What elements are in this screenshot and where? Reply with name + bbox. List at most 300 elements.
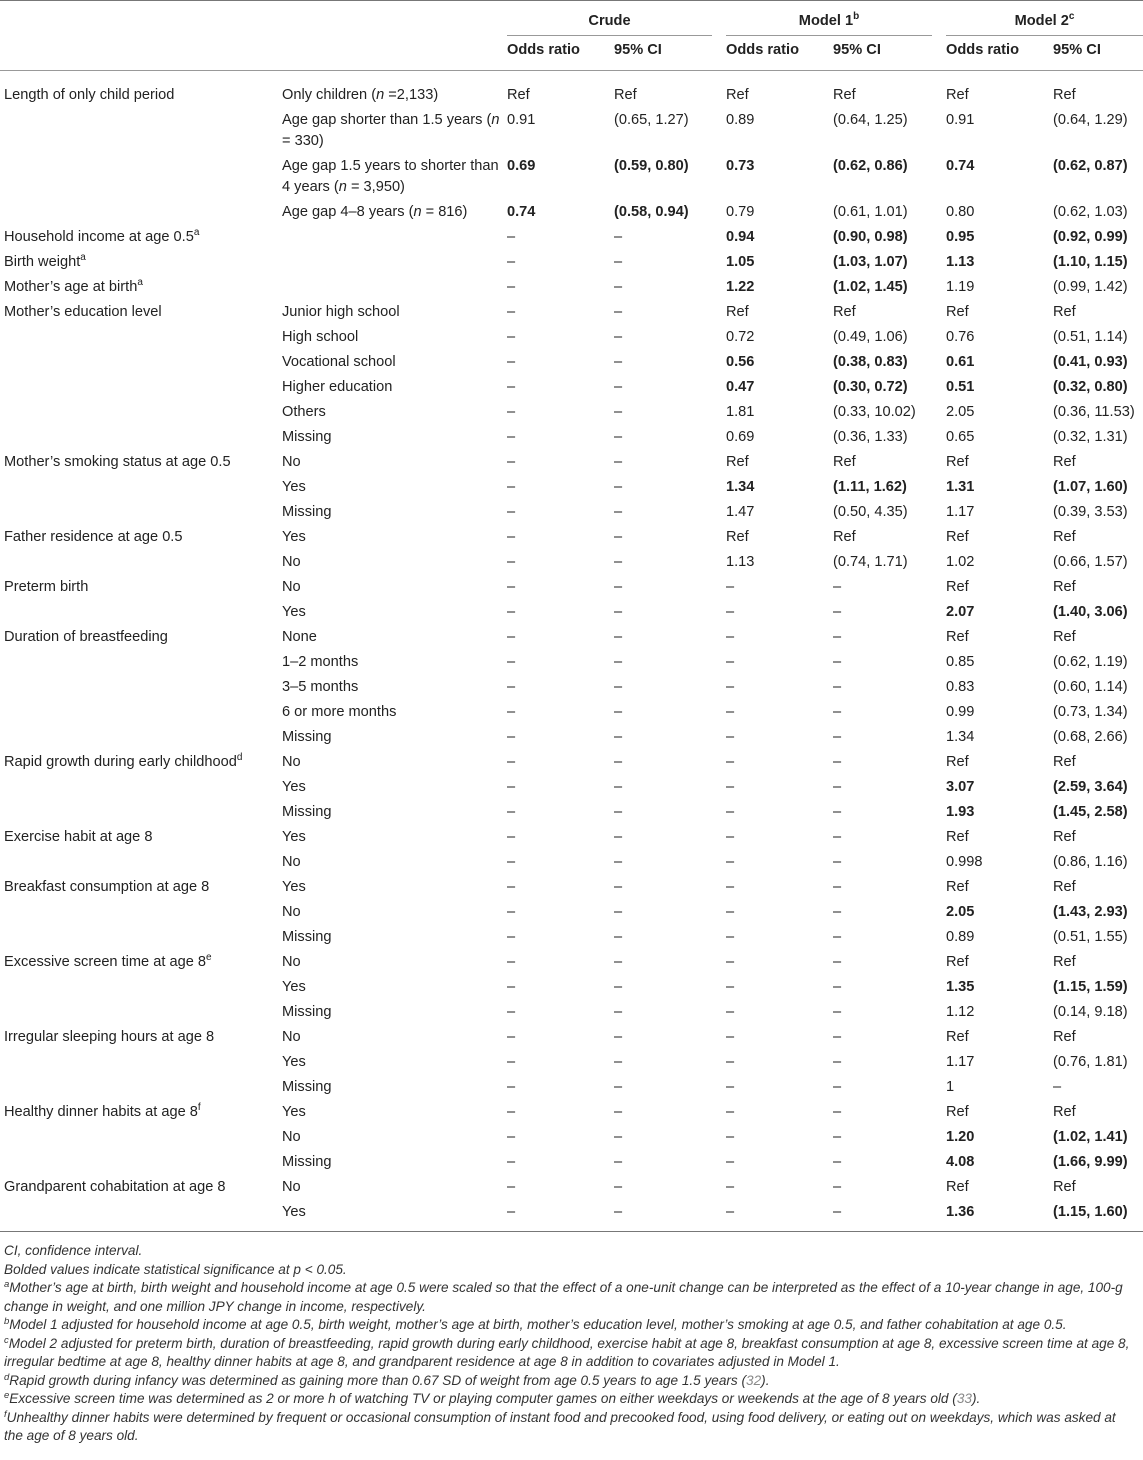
- odds-ratio-cell: Ref: [946, 304, 969, 320]
- variable-label: [0, 702, 278, 727]
- table-row: [0, 427, 1143, 452]
- odds-ratio-cell: –: [726, 1029, 735, 1045]
- variable-label: Grandparent cohabitation at age 8: [4, 1179, 226, 1195]
- odds-ratio-cell: 1.12: [946, 1004, 975, 1020]
- odds-ratio-cell: Ref: [946, 1179, 969, 1195]
- variable-label: [0, 202, 278, 227]
- variable-label: Duration of breastfeeding: [4, 629, 168, 645]
- table-row: [0, 202, 1143, 227]
- ci-cell: (0.76, 1.81): [1053, 1054, 1128, 1070]
- ci-cell: –: [833, 879, 842, 895]
- odds-ratio-cell: 0.61: [946, 354, 975, 370]
- odds-ratio-cell: 0.79: [726, 204, 755, 220]
- variable-label: [0, 402, 278, 427]
- ci-cell: (0.64, 1.25): [833, 112, 908, 128]
- odds-ratio-cell: 4.08: [946, 1154, 975, 1170]
- ci-cell: –: [614, 1104, 623, 1120]
- table-row: [0, 502, 1143, 527]
- odds-ratio-cell: –: [507, 579, 516, 595]
- odds-ratio-cell: 1.81: [726, 404, 755, 420]
- category-label: Yes: [282, 604, 306, 620]
- ci-cell: (0.65, 1.27): [614, 112, 689, 128]
- odds-ratio-cell: 1.13: [946, 254, 975, 270]
- ci-cell: –: [614, 629, 623, 645]
- table-row: [0, 1202, 1143, 1227]
- odds-ratio-cell: 0.74: [946, 158, 975, 174]
- odds-ratio-cell: 1.31: [946, 479, 975, 495]
- ci-cell: –: [833, 679, 842, 695]
- ci-cell: –: [833, 1029, 842, 1045]
- ci-cell: Ref: [1053, 1104, 1076, 1120]
- ci-cell: –: [833, 1129, 842, 1145]
- odds-ratio-cell: –: [726, 729, 735, 745]
- ci-cell: (0.74, 1.71): [833, 554, 908, 570]
- ci-cell: –: [833, 979, 842, 995]
- ci-cell: (0.62, 0.87): [1053, 158, 1128, 174]
- ci-cell: (0.68, 2.66): [1053, 729, 1128, 745]
- ci-cell: (1.43, 2.93): [1053, 904, 1128, 920]
- group-label: Model 1: [798, 13, 854, 29]
- odds-ratio-cell: –: [507, 529, 516, 545]
- ci-cell: (0.90, 0.98): [833, 229, 908, 245]
- odds-ratio-cell: 0.91: [946, 112, 975, 128]
- odds-ratio-cell: 0.65: [946, 429, 975, 445]
- ci-cell: –: [614, 904, 623, 920]
- category-label: [278, 227, 503, 252]
- odds-ratio-cell: –: [507, 729, 516, 745]
- category-label: Vocational school: [282, 354, 396, 370]
- category-label: Age gap shorter than 1.5 years (n = 330): [282, 112, 500, 149]
- ci-cell: –: [614, 979, 623, 995]
- footnote-f: $^f$Unhealthy dinner habits were determined by frequent or occasional consumption of instant food and precooked food, using food delivery, or eating out on weekdays, which was asked at the age of 8 years old.: [4, 1408, 1116, 1443]
- ci-cell: –: [614, 454, 623, 470]
- variable-label: Exercise habit at age 8: [4, 829, 153, 845]
- ci-cell: (0.36, 1.33): [833, 429, 908, 445]
- table-row: [0, 852, 1143, 877]
- odds-ratio-cell: 0.91: [507, 112, 536, 128]
- ci-cell: –: [833, 1179, 842, 1195]
- category-label: No: [282, 754, 301, 770]
- category-label: No: [282, 1029, 301, 1045]
- ci-cell: Ref: [1053, 454, 1076, 470]
- ci-cell: –: [614, 729, 623, 745]
- ci-cell: (0.14, 9.18): [1053, 1004, 1128, 1020]
- group-label: Model 2: [1014, 13, 1069, 29]
- category-label: Yes: [282, 529, 306, 545]
- table-row: [0, 627, 1143, 652]
- odds-ratio-cell: –: [726, 1129, 735, 1145]
- ci-cell: –: [614, 604, 623, 620]
- ci-cell: –: [614, 354, 623, 370]
- header-group-crude: [503, 1, 722, 36]
- ci-cell: (1.07, 1.60): [1053, 479, 1128, 495]
- odds-ratio-cell: –: [726, 1079, 735, 1095]
- odds-ratio-cell: –: [507, 1104, 516, 1120]
- ci-cell: –: [833, 1204, 842, 1220]
- table-row: [0, 902, 1143, 927]
- table-row: [0, 1002, 1143, 1027]
- ci-cell: (0.86, 1.16): [1053, 854, 1128, 870]
- odds-ratio-cell: –: [507, 379, 516, 395]
- category-label: No: [282, 954, 301, 970]
- category-label: Yes: [282, 829, 306, 845]
- category-label: Yes: [282, 979, 306, 995]
- odds-ratio-cell: 1.20: [946, 1129, 975, 1145]
- odds-ratio-cell: 0.72: [726, 329, 755, 345]
- ci-cell: Ref: [833, 529, 856, 545]
- odds-ratio-cell: –: [726, 1154, 735, 1170]
- variable-label: [0, 427, 278, 452]
- odds-ratio-cell: –: [726, 779, 735, 795]
- ci-cell: (1.03, 1.07): [833, 254, 908, 270]
- ci-cell: (1.11, 1.62): [833, 479, 907, 495]
- odds-ratio-cell: 1.36: [946, 1204, 975, 1220]
- table-row: [0, 1177, 1143, 1202]
- variable-label: [0, 652, 278, 677]
- header-blank: [278, 1, 503, 36]
- ci-cell: Ref: [833, 304, 856, 320]
- ci-cell: Ref: [1053, 304, 1076, 320]
- odds-ratio-cell: –: [507, 629, 516, 645]
- ci-cell: –: [614, 1054, 623, 1070]
- ci-cell: –: [833, 929, 842, 945]
- odds-ratio-cell: –: [507, 954, 516, 970]
- odds-ratio-cell: –: [507, 779, 516, 795]
- odds-ratio-cell: –: [507, 554, 516, 570]
- ci-cell: –: [833, 1054, 842, 1070]
- odds-ratio-cell: 0.80: [946, 204, 975, 220]
- odds-ratio-cell: 1.13: [726, 554, 755, 570]
- table-row: [0, 377, 1143, 402]
- variable-label: Mother’s smoking status at age 0.5: [4, 454, 231, 470]
- ci-cell: Ref: [1053, 954, 1076, 970]
- odds-ratio-cell: 0.94: [726, 229, 755, 245]
- table-row: [0, 827, 1143, 852]
- odds-ratio-cell: –: [726, 1204, 735, 1220]
- variable-label: [0, 110, 278, 156]
- variable-label: [0, 602, 278, 627]
- footnote-b: $^b$Model 1 adjusted for household income at age 0.5, birth weight, mother’s age at birth, mother’s education level, mother’s smoking at age 0.5, and father cohabitation at age 0.5.: [4, 1316, 1067, 1332]
- ci-cell: –: [614, 1179, 623, 1195]
- table-row: [0, 527, 1143, 552]
- table-row: [0, 927, 1143, 952]
- ci-cell: –: [614, 304, 623, 320]
- category-label: Missing: [282, 804, 332, 820]
- ci-cell: (0.62, 1.19): [1053, 654, 1128, 670]
- variable-label: [0, 1202, 278, 1227]
- category-label: No: [282, 579, 301, 595]
- category-label: Missing: [282, 1154, 332, 1170]
- category-label: None: [282, 629, 317, 645]
- odds-ratio-cell: –: [726, 629, 735, 645]
- subcol-header: Odds ratio: [946, 42, 1019, 58]
- odds-ratio-cell: Ref: [946, 754, 969, 770]
- odds-ratio-cell: 1.17: [946, 1054, 975, 1070]
- ci-cell: –: [833, 704, 842, 720]
- table-row: [0, 302, 1143, 327]
- ci-cell: Ref: [1053, 829, 1076, 845]
- table-row: [0, 477, 1143, 502]
- ci-cell: –: [614, 654, 623, 670]
- citation-link[interactable]: 32: [746, 1372, 762, 1388]
- subcol-header: 95% CI: [614, 42, 662, 58]
- variable-label: [0, 777, 278, 802]
- ci-cell: (0.66, 1.57): [1053, 554, 1128, 570]
- ci-cell: –: [614, 404, 623, 420]
- odds-ratio-cell: 0.89: [726, 112, 755, 128]
- category-label: Missing: [282, 729, 332, 745]
- variable-label: [0, 552, 278, 577]
- odds-ratio-cell: 0.89: [946, 929, 975, 945]
- ci-cell: –: [833, 604, 842, 620]
- odds-ratio-cell: 1.05: [726, 254, 755, 270]
- table-row: [0, 652, 1143, 677]
- subcol-header: 95% CI: [1053, 42, 1101, 58]
- ci-cell: (0.38, 0.83): [833, 354, 908, 370]
- ci-cell: –: [833, 579, 842, 595]
- odds-ratio-cell: –: [507, 1204, 516, 1220]
- variable-label: Breakfast consumption at age 8: [4, 879, 210, 895]
- odds-ratio-cell: 0.69: [507, 158, 536, 174]
- ci-cell: Ref: [1053, 1029, 1076, 1045]
- table-row: [0, 1102, 1143, 1127]
- ci-cell: –: [614, 929, 623, 945]
- odds-ratio-cell: 1.34: [946, 729, 975, 745]
- category-label: [278, 252, 503, 277]
- table-row: [0, 752, 1143, 777]
- odds-ratio-cell: 0.56: [726, 354, 755, 370]
- odds-ratio-cell: –: [507, 229, 516, 245]
- table-row: [0, 977, 1143, 1002]
- odds-ratio-cell: –: [507, 929, 516, 945]
- odds-ratio-cell: 0.76: [946, 329, 975, 345]
- ci-cell: (1.66, 9.99): [1053, 1154, 1128, 1170]
- category-label: Junior high school: [282, 304, 400, 320]
- ci-cell: (0.92, 0.99): [1053, 229, 1128, 245]
- ci-cell: –: [614, 329, 623, 345]
- category-label: Yes: [282, 479, 306, 495]
- odds-ratio-cell: Ref: [946, 454, 969, 470]
- category-label: Yes: [282, 1204, 306, 1220]
- ci-cell: –: [614, 1079, 623, 1095]
- ci-cell: –: [614, 1029, 623, 1045]
- citation-link[interactable]: 33: [956, 1391, 972, 1406]
- odds-ratio-cell: –: [507, 604, 516, 620]
- table-row: [0, 777, 1143, 802]
- variable-label: [0, 1152, 278, 1177]
- variable-label: Excessive screen time at age 8e: [4, 952, 212, 970]
- table-row: [0, 452, 1143, 477]
- odds-ratio-cell: –: [507, 654, 516, 670]
- odds-ratio-cell: –: [726, 704, 735, 720]
- odds-ratio-cell: –: [726, 979, 735, 995]
- variable-label: [0, 477, 278, 502]
- odds-ratio-cell: –: [726, 1054, 735, 1070]
- odds-ratio-cell: Ref: [946, 1104, 969, 1120]
- ci-cell: (1.45, 2.58): [1053, 804, 1128, 820]
- ci-cell: Ref: [1053, 1179, 1076, 1195]
- category-label: Yes: [282, 1104, 306, 1120]
- table-row: [0, 727, 1143, 752]
- ci-cell: –: [614, 679, 623, 695]
- variable-label: Rapid growth during early childhood$^d$: [4, 752, 243, 770]
- odds-ratio-cell: –: [726, 904, 735, 920]
- table-body: [0, 85, 1143, 1227]
- category-label: Yes: [282, 779, 306, 795]
- odds-ratio-cell: 2.07: [946, 604, 975, 620]
- ci-cell: –: [833, 1004, 842, 1020]
- odds-ratio-cell: –: [507, 679, 516, 695]
- odds-ratio-cell: –: [726, 1104, 735, 1120]
- ci-cell: (0.59, 0.80): [614, 158, 689, 174]
- category-label: Others: [282, 404, 326, 420]
- odds-ratio-cell: –: [726, 754, 735, 770]
- odds-ratio-cell: –: [726, 654, 735, 670]
- subcol-header: 95% CI: [833, 42, 881, 58]
- ci-cell: –: [1053, 1079, 1062, 1095]
- ci-cell: (0.51, 1.55): [1053, 929, 1128, 945]
- category-label: No: [282, 904, 301, 920]
- odds-ratio-cell: –: [507, 1029, 516, 1045]
- ci-cell: –: [833, 904, 842, 920]
- odds-ratio-cell: Ref: [726, 87, 749, 103]
- variable-label: [0, 852, 278, 877]
- table-row: [0, 552, 1143, 577]
- odds-ratio-cell: –: [726, 679, 735, 695]
- odds-ratio-cell: Ref: [726, 454, 749, 470]
- odds-ratio-cell: Ref: [946, 954, 969, 970]
- odds-ratio-cell: 0.99: [946, 704, 975, 720]
- category-label: Yes: [282, 1054, 306, 1070]
- ci-cell: (0.39, 3.53): [1053, 504, 1128, 520]
- category-label: No: [282, 454, 301, 470]
- variable-label: [0, 927, 278, 952]
- ci-cell: –: [614, 504, 623, 520]
- table-row: [0, 402, 1143, 427]
- variable-label: [0, 902, 278, 927]
- odds-ratio-cell: –: [507, 254, 516, 270]
- odds-ratio-cell: –: [507, 754, 516, 770]
- odds-ratio-cell: –: [726, 929, 735, 945]
- odds-ratio-cell: –: [726, 954, 735, 970]
- variable-label: [0, 727, 278, 752]
- ci-cell: –: [614, 829, 623, 845]
- ci-cell: –: [833, 1154, 842, 1170]
- ci-cell: –: [614, 1129, 623, 1145]
- odds-ratio-cell: 1.22: [726, 279, 755, 295]
- odds-ratio-cell: Ref: [946, 829, 969, 845]
- odds-ratio-cell: –: [507, 879, 516, 895]
- variable-label: [0, 677, 278, 702]
- ci-cell: Ref: [1053, 87, 1076, 103]
- odds-ratio-cell: Ref: [726, 304, 749, 320]
- odds-ratio-cell: –: [507, 829, 516, 845]
- ci-cell: (0.32, 0.80): [1053, 379, 1128, 395]
- category-label: Missing: [282, 929, 332, 945]
- footnote-d: $^d$Rapid growth during infancy was determined as gaining more than 0.67 SD of weight from age 0.5 years to age 1.5 years (32).: [4, 1371, 770, 1388]
- ci-cell: –: [614, 779, 623, 795]
- table-row: [0, 252, 1143, 277]
- footnote-ci: CI, confidence interval.: [4, 1243, 143, 1258]
- ci-cell: –: [833, 654, 842, 670]
- odds-ratio-cell: 0.69: [726, 429, 755, 445]
- odds-ratio-cell: 0.74: [507, 204, 536, 220]
- category-label: Missing: [282, 429, 332, 445]
- variable-label: Mother’s education level: [4, 304, 162, 320]
- table-row: [0, 352, 1143, 377]
- ci-cell: (1.40, 3.06): [1053, 604, 1128, 620]
- ci-cell: (0.41, 0.93): [1053, 354, 1128, 370]
- odds-ratio-cell: 1.19: [946, 279, 975, 295]
- ci-cell: (1.15, 1.60): [1053, 1204, 1128, 1220]
- ci-cell: –: [614, 1004, 623, 1020]
- ci-cell: Ref: [833, 87, 856, 103]
- odds-ratio-cell: –: [507, 854, 516, 870]
- odds-ratio-cell: –: [507, 479, 516, 495]
- ci-cell: (0.51, 1.14): [1053, 329, 1128, 345]
- group-label: Crude: [588, 13, 631, 29]
- odds-ratio-cell: Ref: [946, 879, 969, 895]
- category-label: Missing: [282, 1079, 332, 1095]
- odds-ratio-cell: 1.17: [946, 504, 975, 520]
- odds-ratio-cell: Ref: [946, 529, 969, 545]
- header-blank: [0, 1, 278, 36]
- ci-cell: (0.33, 10.02): [833, 404, 916, 420]
- odds-ratio-cell: –: [507, 1054, 516, 1070]
- category-label: Yes: [282, 879, 306, 895]
- footnote-e: $^e$Excessive screen time was determined as 2 or more h of watching TV or playing computer games on either weekdays or weekends at the age of 8 years old (33).: [4, 1390, 981, 1406]
- variable-label: [0, 1052, 278, 1077]
- odds-ratio-cell: 1.02: [946, 554, 975, 570]
- ci-cell: –: [614, 379, 623, 395]
- category-label: No: [282, 1179, 301, 1195]
- variable-label: Mother’s age at birth$^a$: [4, 277, 143, 295]
- odds-ratio-cell: –: [507, 1004, 516, 1020]
- odds-ratio-cell: –: [726, 579, 735, 595]
- odds-ratio-cell: 1.47: [726, 504, 755, 520]
- odds-ratio-cell: 0.83: [946, 679, 975, 695]
- odds-ratio-cell: 0.51: [946, 379, 975, 395]
- table-row: [0, 85, 1143, 110]
- ci-cell: –: [614, 879, 623, 895]
- variable-label: [0, 377, 278, 402]
- ci-cell: –: [833, 779, 842, 795]
- odds-ratio-cell: –: [507, 429, 516, 445]
- ci-cell: (0.36, 11.53): [1053, 404, 1135, 420]
- category-label: Only children (n =2,133): [282, 87, 439, 103]
- odds-ratio-cell: –: [726, 604, 735, 620]
- odds-ratio-cell: –: [507, 304, 516, 320]
- category-label: Missing: [282, 504, 332, 520]
- table-row: [0, 577, 1143, 602]
- odds-ratio-cell: 0.998: [946, 854, 983, 870]
- ci-cell: (1.02, 1.41): [1053, 1129, 1128, 1145]
- header-group-model-1: [722, 1, 942, 36]
- ci-cell: Ref: [614, 87, 637, 103]
- odds-ratio-cell: –: [507, 904, 516, 920]
- odds-ratio-cell: –: [726, 1179, 735, 1195]
- variable-label: Irregular sleeping hours at age 8: [4, 1029, 215, 1045]
- odds-ratio-cell: Ref: [726, 529, 749, 545]
- table-row: [0, 602, 1143, 627]
- category-label: Age gap 1.5 years to shorter than 4 years (n = 3,950): [282, 158, 499, 195]
- header-blank: [0, 36, 278, 71]
- odds-ratio-cell: –: [507, 804, 516, 820]
- category-label: 6 or more months: [282, 704, 397, 720]
- odds-ratio-cell: –: [726, 829, 735, 845]
- footnote-c: $^c$Model 2 adjusted for preterm birth, duration of breastfeeding, rapid growth during early childhood, exercise habit at age 8, breakfast consumption at age 8, excessive screen time at age 8, irregular bedtime at age 8, healthy dinner habits at age 8, and grandparent residence at age 8 in addition to covariates adjusted in Model 1.: [4, 1334, 1130, 1369]
- category-label: 1–2 months: [282, 654, 359, 670]
